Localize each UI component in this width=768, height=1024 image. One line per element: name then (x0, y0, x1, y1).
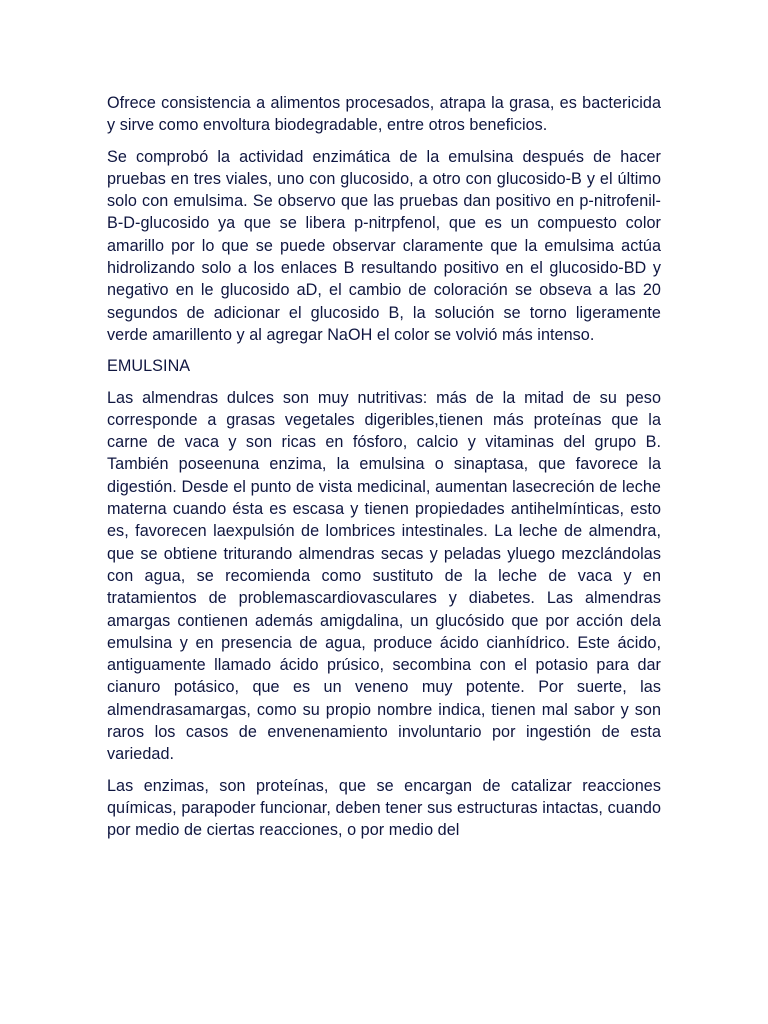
section-heading-emulsina: EMULSINA (107, 357, 191, 376)
paragraph-enzimas: Las enzimas, son proteínas, que se encargan de catalizar reacciones químicas, parapoder funcionar, deben tener sus estructuras intactas, cuando por medio de ciertas reacciones, o por medio del (107, 776, 661, 840)
paragraph-experiment: Se comprobó la actividad enzimática de la emulsina después de hacer pruebas en tres viales, uno con glucosido, a otro con glucosido-B y el último solo con emulsima. Se observo que las pruebas dan positivo en p-nitrofenil-B-D-glucosido ya que se libera p-nitrpfenol, que es un compuesto color amarillo por lo que se puede observar claramente que la emulsima actúa hidrolizando solo a los enlaces B resultando positivo en el glucosido-BD y negativo en le glucosido aD, el cambio de coloración se obseva a las 20 segundos de adicionar el glucosido B, la solución se torno ligeramente verde amarillento y al agregar NaOH el color se volvió más intenso. (107, 147, 661, 344)
document-body (107, 92, 661, 842)
paragraph-almendras: Las almendras dulces son muy nutritivas: más de la mitad de su peso corresponde a grasas vegetales digeribles,tienen más proteínas que la carne de vaca y son ricas en fósforo, calcio y vitaminas del grupo B. También poseenuna enzima, la emulsina o sinaptasa, que favorece la digestión. Desde el punto de vista medicinal, aumentan lasecreción de leche materna cuando ésta es escasa y tienen propiedades antihelmínticas, esto es, favorecen laexpulsión de lombrices intestinales. La leche de almendra, que se obtiene triturando almendras secas y peladas yluego mezclándolas con agua, se recomienda como sustituto de la leche de vaca y en tratamientos de problemascardiovasculares y diabetes. Las almendras amargas contienen además amigdalina, un glucósido que por acción dela emulsina y en presencia de agua, produce ácido cianhídrico. Este ácido, antiguamente llamado ácido prúsico, secombina con el potasio para dar cianuro potásico, que es un veneno muy potente. Por suerte, las almendrasamargas, como su propio nombre indica, tienen mal sabor y son raros los casos de envenenamiento involuntario por ingestión de esta variedad. (107, 388, 661, 764)
paragraph-intro: Ofrece consistencia a alimentos procesados, atrapa la grasa, es bactericida y sirve como envoltura biodegradable, entre otros beneficios. (107, 94, 661, 135)
